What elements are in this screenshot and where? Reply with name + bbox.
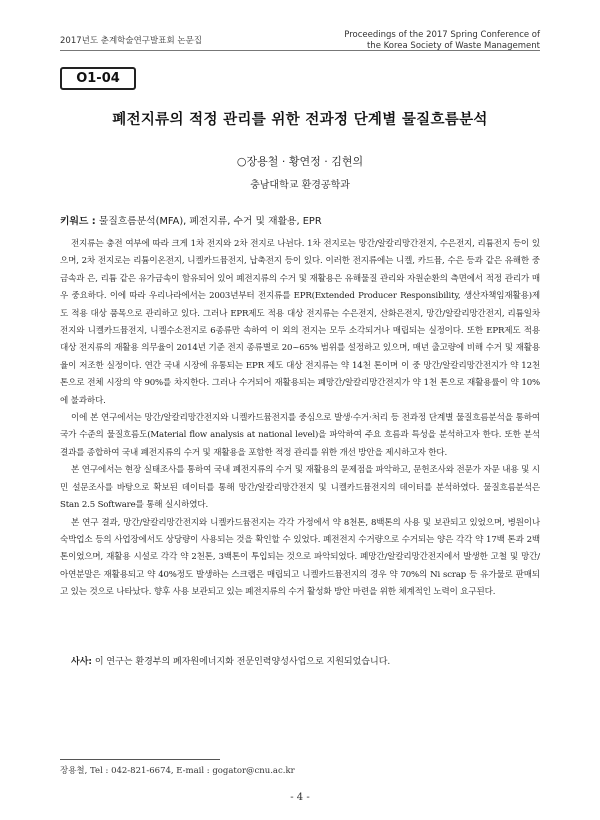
body-paragraph-4: 본 연구 결과, 망간/알칼리망간전지와 니켈카드뮴전지는 각각 가정에서 약 8천톤, 8백톤의 사용 및 보관되고 있었으며, 병원이나 숙박업소 등의 사업장에서도 상당량이 사용되는 것을 확인할 수 있었다. 폐전전지 수거량으로 수거되는 양은 각각 약 17백 톤과 2백톤이었으며, 재활용 시설로 각각 약 2천톤, 3백톤이 투입되는 것으로 파악되었다. 폐망간/알칼리망간전지에서 발생한 고철 및 망간/아연분말은 재활용되고 약 40%정도 발생하는 스크랩은 매립되고 니켈카드뮴전지의 경우 약 70%의 Ni scrap 등 유가물로 판매되고 있는 것으로 나타났다. 향후 사용 보관되고 있는 폐전지류의 수거 활성화 방안 마련을 위한 체계적인 노력이 요구된다. <box>60 517 540 598</box>
running-header-right <box>344 30 540 52</box>
acknowledgement <box>60 654 540 667</box>
corresponding-author-footnote: 장용철, Tel : 042-821-6674, E-mail : gogator@cnu.ac.kr <box>60 766 295 776</box>
running-header-left: 2017년도 춘계학술연구발표회 논문집 <box>60 36 202 46</box>
keywords-label: 키워드 : <box>60 216 96 227</box>
acknowledgement-text: 이 연구는 환경부의 폐자원에너지화 전문인력양성사업으로 지원되었습니다. <box>94 657 391 667</box>
paper-authors: ○장용철 · 황연정 · 김현의 <box>236 155 364 168</box>
page-number: - 4 - <box>290 792 310 803</box>
acknowledgement-label: 사사: <box>71 657 92 667</box>
paper-code-box: O1-04 <box>60 67 136 90</box>
footnote-divider <box>60 759 220 760</box>
running-header-right-line1: Proceedings of the 2017 Spring Conference of <box>344 30 540 40</box>
running-header-right-line2: the Korea Society of Waste Management <box>366 41 540 51</box>
header-divider <box>60 50 540 51</box>
body-paragraph-3: 본 연구에서는 현장 실태조사를 통하여 국내 폐전지류의 수거 및 재활용의 문제점을 파악하고, 문헌조사와 전문가 자문 내용 및 시민 설문조사를 바탕으로 확보된 데이터를 통해 망간/알칼리망간전지 및 니켈카드뮴전지의 데이터를 분석하였다. 물질흐름분석은 Stan 2.5 Software를 통해 실시하였다. <box>60 465 540 511</box>
paper-title: 폐전지류의 적정 관리를 위한 전과정 단계별 물질흐름분석 <box>112 112 488 128</box>
abstract-body <box>60 236 540 602</box>
body-paragraph-1: 전지류는 충전 여부에 따라 크게 1차 전지와 2차 전지로 나뉜다. 1차 전지로는 망간/알칼리망간전지, 수은전지, 리튬전지 등이 있으며, 2차 전지로는 리튬이온전지, 니켈카드뮴전지, 납축전지 등이 있다. 이러한 전지류에는 니켈, 카드뮴, 수은 등과 같은 유해한 중금속과 은, 리튬 같은 유가금속이 함유되어 있어 폐전지류의 수거 및 재활용은 유해물질 관리와 자원순환의 측면에서 적정 관리가 매우 중요하다. 이에 따라 우리나라에서는 2003년부터 전지류를 EPR(Extended Producer Responsibility, 생산자책임재활용)제도 적용 대상 품목으로 관리하고 있다. 그러나 EPR제도 적용 대상 전지류는 수은전지, 산화은전지, 망간/알칼리망간전지, 리튬일차전지와 니켈카드뮴전지, 니켈수소전지로 6종류만 속하여 이 외의 전지는 모두 소각되거나 매립되는 실정이다. 또한 EPR제도 적용 대상 전지류의 재활용 의무율이 2014년 기준 전지 종류별로 20~65% 범위를 설정하고 있으며, 매년 출고량에 비해 수거 및 재활용율이 저조한 실정이다. 연간 국내 시장에 유통되는 EPR 제도 대상 전지류는 약 14천 톤이며 이 중 망간/알칼리망간전지가 약 12천 톤으로 전체 시장의 약 90%를 차지한다. 그러나 수거되어 재활용되는 폐망간/알칼리망간전지가 약 1천 톤으로 재활용률이 약 10%에 불과하다. <box>60 239 540 406</box>
keywords-text: 물질흐름분석(MFA), 폐전지류, 수거 및 재활용, EPR <box>98 216 322 227</box>
keywords-line <box>60 213 322 227</box>
paper-affiliation: 충남대학교 환경공학과 <box>250 180 350 191</box>
body-paragraph-2: 이에 본 연구에서는 망간/알칼리망간전지와 니켈카드뮴전지를 중심으로 발생·수거·처리 등 전과정 단계별 물질흐름분석을 통하여 국가 수준의 물질흐름도(Material flow analysis at national level)을 파악하여 주요 흐름과 특성을 분석하고자 한다. 또한 분석 결과를 종합하여 국내 폐전지류의 수거 및 재활용을 포함한 적정 관리를 위한 개선 방안을 제시하고자 한다. <box>60 413 540 458</box>
